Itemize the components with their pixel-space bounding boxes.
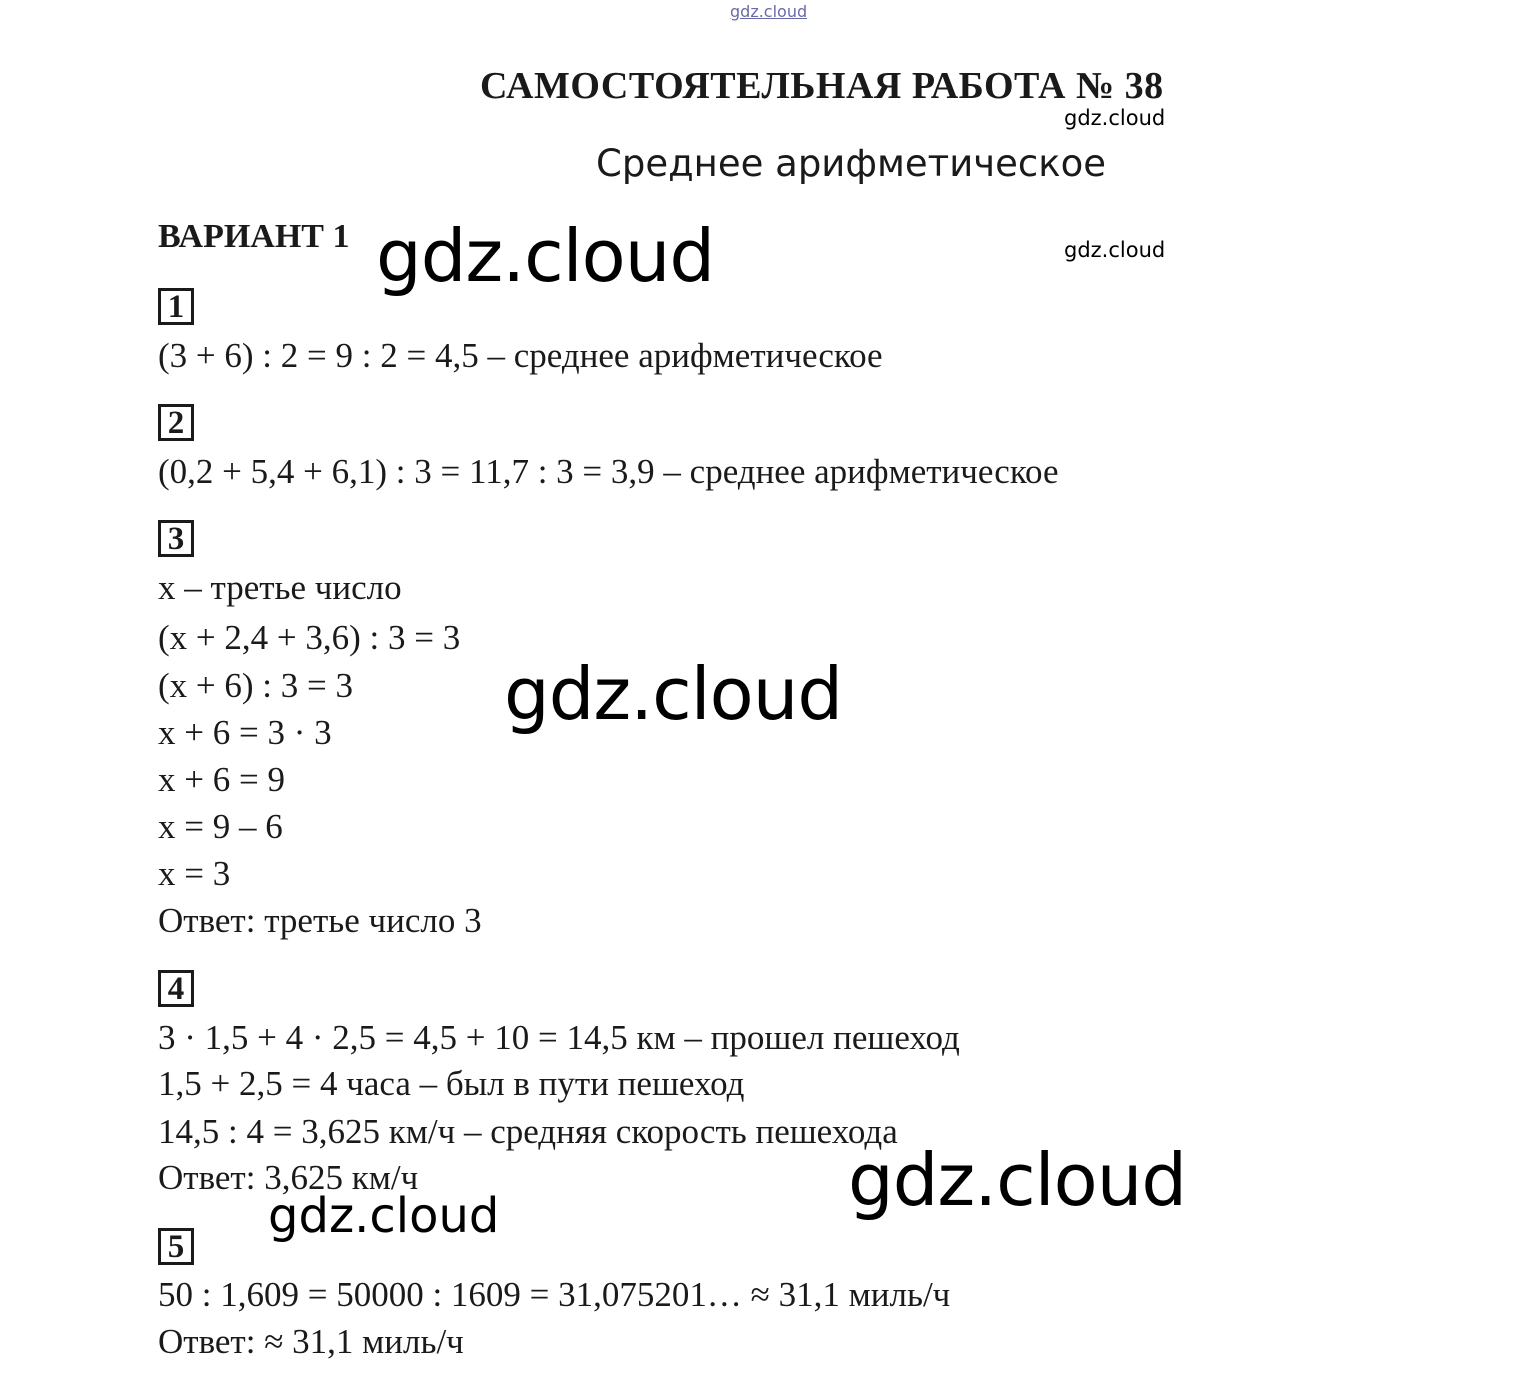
watermark-header-right: gdz.cloud <box>1064 106 1166 130</box>
task-4-line-2: 1,5 + 2,5 = 4 часа – был в пути пешеход <box>158 1064 745 1103</box>
task-2-line-1: (0,2 + 5,4 + 6,1) : 3 = 11,7 : 3 = 3,9 – среднее арифметическое <box>158 452 1059 491</box>
task-number-1: 1 <box>158 288 194 325</box>
task-number-5: 5 <box>158 1228 194 1265</box>
task-3-line-3: (x + 6) : 3 = 3 <box>158 666 354 705</box>
watermark-mid: gdz.cloud <box>268 1188 500 1244</box>
task-number-3: 3 <box>158 520 194 557</box>
task-3-line-4: x + 6 = 3 · 3 <box>158 713 332 752</box>
task-1-line-1: (3 + 6) : 2 = 9 : 2 = 4,5 – среднее арифметическое <box>158 336 883 375</box>
task-4-answer: Ответ: 3,625 км/ч <box>158 1158 419 1197</box>
task-5-answer: Ответ: ≈ 31,1 миль/ч <box>158 1322 464 1361</box>
task-3-line-5: x + 6 = 9 <box>158 760 285 799</box>
watermark-big-3: gdz.cloud <box>848 1138 1187 1222</box>
task-3-line-6: x = 9 – 6 <box>158 807 283 846</box>
variant-heading: ВАРИАНТ 1 <box>158 218 350 255</box>
page-subtitle: Среднее арифметическое <box>596 142 1106 185</box>
task-4-line-3: 14,5 : 4 = 3,625 км/ч – средняя скорость пешехода <box>158 1112 898 1151</box>
watermark-big-2: gdz.cloud <box>504 652 843 736</box>
task-3-line-1: x – третье число <box>158 568 402 607</box>
page-title: САМОСТОЯТЕЛЬНАЯ РАБОТА № 38 <box>480 65 1164 107</box>
watermark-variant-right: gdz.cloud <box>1064 238 1166 262</box>
watermark-top: gdz.cloud <box>730 2 808 21</box>
task-3-answer: Ответ: третье число 3 <box>158 901 482 940</box>
watermark-big-1: gdz.cloud <box>376 214 715 298</box>
task-3-line-7: x = 3 <box>158 854 231 893</box>
task-number-2: 2 <box>158 404 194 441</box>
task-4-line-1: 3 · 1,5 + 4 · 2,5 = 4,5 + 10 = 14,5 км – прошел пешеход <box>158 1018 960 1057</box>
task-5-line-1: 50 : 1,609 = 50000 : 1609 = 31,075201… ≈ 31,1 миль/ч <box>158 1275 951 1314</box>
task-number-4: 4 <box>158 970 194 1007</box>
task-3-line-2: (x + 2,4 + 3,6) : 3 = 3 <box>158 618 461 657</box>
